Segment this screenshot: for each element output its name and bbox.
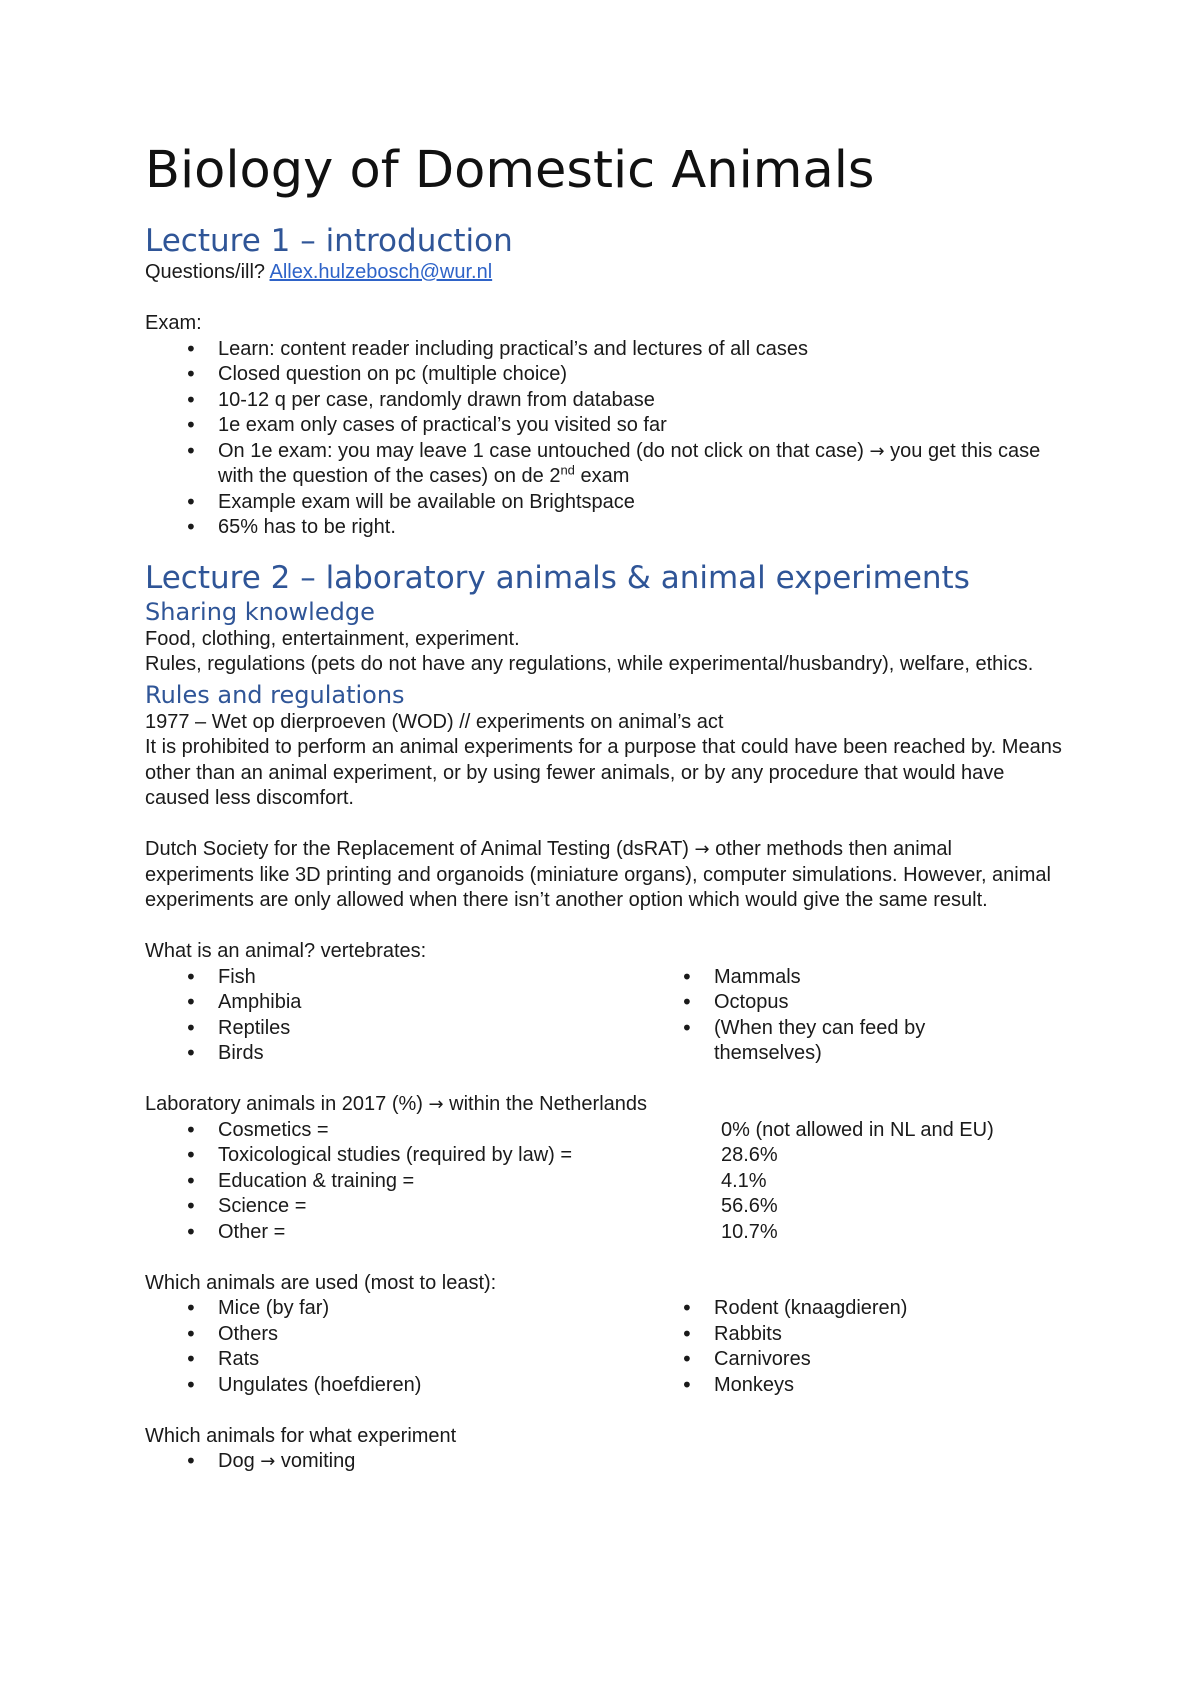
vertebrates-columns — [145, 965, 1065, 1067]
questions-line — [145, 260, 1065, 286]
vertebrates-list-right — [641, 965, 1065, 1067]
list-item: • Fish — [145, 965, 641, 991]
lecture-2-heading: Lecture 2 – laboratory animals & animal experiments — [145, 559, 970, 596]
item-text: exam — [574, 465, 630, 487]
sharing-knowledge-heading: Sharing knowledge — [145, 597, 375, 626]
list-item: • Monkeys — [641, 1373, 1065, 1399]
superscript: nd — [560, 462, 575, 478]
row-value: 0% (not allowed in NL and EU) — [721, 1118, 994, 1141]
animals-used-columns — [145, 1296, 1065, 1398]
list-item: • Closed question on pc (multiple choice) — [145, 362, 1065, 388]
list-item: • Octopus — [641, 990, 1065, 1016]
arrow-right-icon: → — [428, 1094, 444, 1115]
list-item: • Mice (by far) — [145, 1296, 641, 1322]
lecture-1-heading: Lecture 1 – introduction — [145, 223, 513, 259]
item-text: Dog — [218, 1450, 261, 1472]
arrow-right-icon: → — [694, 839, 710, 860]
list-item: • Amphibia — [145, 990, 641, 1016]
lab-animals-list — [145, 1118, 1065, 1246]
row-label: • Other = — [218, 1220, 286, 1243]
paragraph-text: other methods then animal experiments like 3D printing and organoids (miniature organs), computer simulations. However, animal experiments are only allowed when there isn’t another option which would give the same result. — [145, 838, 1051, 911]
row-value: 10.7% — [721, 1220, 778, 1243]
row-value: 4.1% — [721, 1169, 767, 1192]
row-label: • Education & training = — [218, 1169, 415, 1192]
row-value: 56.6% — [721, 1195, 778, 1217]
exam-label: Exam: — [145, 312, 202, 334]
list-item: • Mammals — [641, 965, 1065, 991]
experiments-intro: Which animals for what experiment — [145, 1424, 457, 1447]
document-content — [145, 140, 1065, 1475]
list-item: • 1e exam only cases of practical’s you visited so far — [145, 413, 1065, 439]
paragraph: Food, clothing, entertainment, experiment. — [145, 627, 520, 650]
rules-regulations-heading: Rules and regulations — [145, 680, 405, 709]
arrow-right-icon: → — [260, 1451, 276, 1472]
animals-used-list-right — [641, 1296, 1065, 1398]
paragraph: 1977 – Wet op dierproeven (WOD) // experiments on animal’s act — [145, 710, 724, 733]
list-item: • Example exam will be available on Brightspace — [145, 490, 1065, 516]
item-text: you get this case with the question of the cases) on de 2 — [218, 439, 1041, 487]
list-item: • 65% has to be right. — [145, 515, 1065, 541]
list-item: • Ungulates (hoefdieren) — [145, 1373, 641, 1399]
paragraph: It is prohibited to perform an animal experiments for a purpose that could have been reached by. Means other than an animal experiment, or by using fewer animals, or by any procedure that would have caused less discomfort. — [145, 736, 1062, 809]
list-item — [145, 1169, 1065, 1195]
experiments-list — [145, 1449, 1065, 1475]
list-item: • Birds — [145, 1041, 641, 1067]
vertebrates-intro: What is an animal? vertebrates: — [145, 940, 427, 962]
list-item — [145, 1449, 1065, 1475]
list-item — [145, 1143, 1065, 1169]
list-item: • Rabbits — [641, 1322, 1065, 1348]
list-item: • Rodent (knaagdieren) — [641, 1296, 1065, 1322]
intro-text: within the Netherlands — [443, 1093, 648, 1115]
list-item — [145, 1118, 1065, 1144]
animals-used-list-left — [145, 1296, 641, 1398]
list-item — [145, 1220, 1065, 1246]
arrow-right-icon: → — [869, 440, 885, 462]
list-item: • Reptiles — [145, 1016, 641, 1042]
list-item: • (When they can feed by themselves) — [641, 1016, 1065, 1067]
row-label: • Toxicological studies (required by law) = — [218, 1144, 573, 1166]
lab-animals-intro — [145, 1092, 1065, 1118]
list-item: • 10-12 q per case, randomly drawn from database — [145, 388, 1065, 414]
email-link[interactable]: Allex.hulzebosch@wur.nl — [269, 261, 493, 283]
list-item: • Rats — [145, 1347, 641, 1373]
list-item: • Learn: content reader including practical’s and lectures of all cases — [145, 337, 1065, 363]
paragraph: Rules, regulations (pets do not have any regulations, while experimental/husbandry), welfare, ethics. — [145, 653, 1034, 675]
intro-text: Laboratory animals in 2017 (%) — [145, 1093, 429, 1115]
row-value: 28.6% — [721, 1144, 778, 1166]
animals-used-intro: Which animals are used (most to least): — [145, 1271, 497, 1294]
row-label: • Cosmetics = — [218, 1118, 329, 1141]
questions-prefix: Questions/ill? — [145, 261, 270, 283]
item-text: vomiting — [275, 1450, 356, 1472]
exam-list — [145, 337, 1065, 541]
list-item — [145, 439, 1065, 490]
list-item — [145, 1194, 1065, 1220]
list-item: • Carnivores — [641, 1347, 1065, 1373]
vertebrates-list-left — [145, 965, 641, 1067]
list-item: • Others — [145, 1322, 641, 1348]
item-text: On 1e exam: you may leave 1 case untouched (do not click on that case) — [218, 439, 870, 462]
row-label: • Science = — [218, 1195, 307, 1217]
paragraph — [145, 837, 1065, 914]
paragraph-text: Dutch Society for the Replacement of Animal Testing (dsRAT) — [145, 838, 695, 860]
document-title: Biology of Domestic Animals — [145, 141, 875, 200]
